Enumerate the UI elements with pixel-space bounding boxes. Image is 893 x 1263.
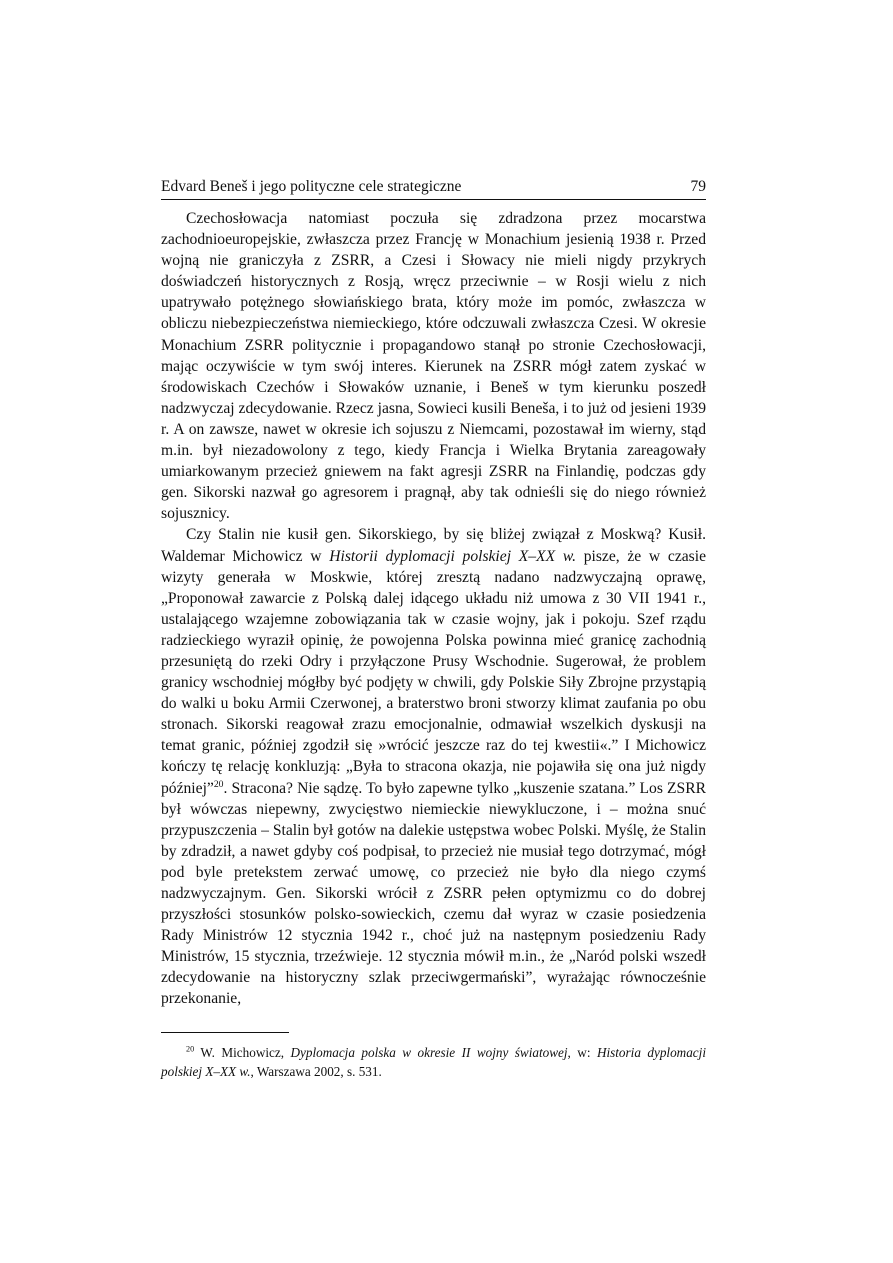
footnote-text-c: , Warszawa 2002, s. 531. — [250, 1063, 382, 1079]
footnote-reference: 20 — [213, 778, 224, 790]
book-page — [161, 178, 706, 1081]
paragraph-2-text-a: Czy Stalin nie kusił gen. Sikorskiego, by się bliżej związał z Moskwą? Kusił. Waldemar Michowicz w — [161, 526, 706, 565]
paragraph-2 — [161, 524, 706, 1009]
footnote-text-b: , w: — [567, 1044, 597, 1060]
footnote-20 — [161, 1043, 706, 1081]
main-text — [161, 208, 706, 1010]
paragraph-1: Czechosłowacja natomiast poczuła się zdradzona przez mocarstwa zachodnioeuropejskie, zwłaszcza przez Francję w Monachium jesienią 1938 r. Przed wojną nie graniczyła z ZSRR, a Czesi i Słowacy nie mieli nigdy przykrych doświadczeń historycznych z Rosją, wręcz przeciwnie – w Rosji wielu z nich upatrywało potężnego słowiańskiego brata, który może im pomóc, zwłaszcza w obliczu niebezpieczeństwa niemieckiego, które odczuwali zwłaszcza Czesi. W okresie Monachium ZSRR politycznie i propagandowo stanął po stronie Czechosłowacji, mając oczywiście w tym swój interes. Kierunek na ZSRR mógł zatem zyskać w środowiskach Czechów i Słowaków uznanie, i Beneš w tym kierunku poszedł nadzwyczaj zdecydowanie. Rzecz jasna, Sowieci kusili Beneša, i to już od jesieni 1939 r. A on zawsze, nawet w okresie ich sojuszu z Niemcami, pozostawał im wierny, stąd m.in. był niezadowolony z tego, kiedy Francja i Wielka Brytania zareagowały umiarkowanym przecież gniewem na fakt agresji ZSRR na Finlandię, podczas gdy gen. Sikorski nazwał go agresorem i pragnął, aby tak odnieśli się do niego również sojusznicy. — [161, 210, 706, 523]
page-number: 79 — [690, 178, 706, 195]
running-title: Edvard Beneš i jego polityczne cele strategiczne — [161, 178, 462, 195]
paragraph-2-text-b: pisze, że w czasie wizyty generała w Moskwie, której zresztą nadano nadzwyczajną oprawę, „Proponował zawarcie z Polską dalej idącego układu niż umowa z 30 VII 1941 r., ustalającego wzajemne zobowiązania tak w czasie wojny, jak i pokoju. Szef rządu radzieckiego wyraził opinię, że powojenna Polska powinna mieć granicę zachodnią przesuniętą do rzeki Odry i przyłączone Prusy Wschodnie. Sugerował, że problem granicy wschodniej mógłby być podjęty w chwili, gdy Polskie Siły Zbrojne przystąpią do walki u boku Armii Czerwonej, a braterstwo broni stworzy klimat zaufania po obu stronach. Sikorski reagował zrazu emocjonalnie, odmawiał wszelkich dyskusji na temat granic, później zgodził się »wrócić jeszcze raz do tej kwestii«.” I Michowicz kończy tę relację konkluzją: „Była to stracona okazja, nie pojawiła się ona już nigdy później” — [161, 547, 706, 797]
footnote-italic-title-2: Historia dyplomacji polskiej X–XX w. — [161, 1044, 706, 1079]
running-header — [161, 178, 706, 200]
footnote-text-a: W. Michowicz, — [194, 1044, 291, 1060]
paragraph-2-text-c: . Stracona? Nie sądzę. To było zapewne tylko „kuszenie szatana.” Los ZSRR był wówczas niepewny, zwycięstwo niemieckie niewykluczone, i – można snuć przypuszczenia – Stalin był gotów na dalekie ustępstwa wobec Polski. Myślę, że Stalin by zdradził, a nawet gdyby coś podpisał, to przecież nie musiał tego dotrzymać, mógł pod byle pretekstem zerwać umowę, co przecież nie było dla niego czymś nadzwyczajnym. Gen. Sikorski wrócił z ZSRR pełen optymizmu co do dobrej przyszłości stosunków polsko-sowieckich, czemu dał wyraz w czasie posiedzenia Rady Ministrów 12 stycznia 1942 r., choć już na następnym posiedzeniu Rady Ministrów, 15 stycznia, trzeźwieje. 12 stycznia mówił m.in., że „Naród polski wszedł zdecydowanie na historyczny szlak przeciwgermański”, wyrażając równocześnie przekonanie, — [161, 779, 706, 1008]
footnote-separator — [161, 1032, 289, 1033]
footnote-number: 20 — [186, 1044, 195, 1054]
book-title-italic: Historii dyplomacji polskiej X–XX w. — [329, 547, 576, 565]
footnote-italic-title-1: Dyplomacja polska w okresie II wojny światowej — [290, 1044, 568, 1060]
